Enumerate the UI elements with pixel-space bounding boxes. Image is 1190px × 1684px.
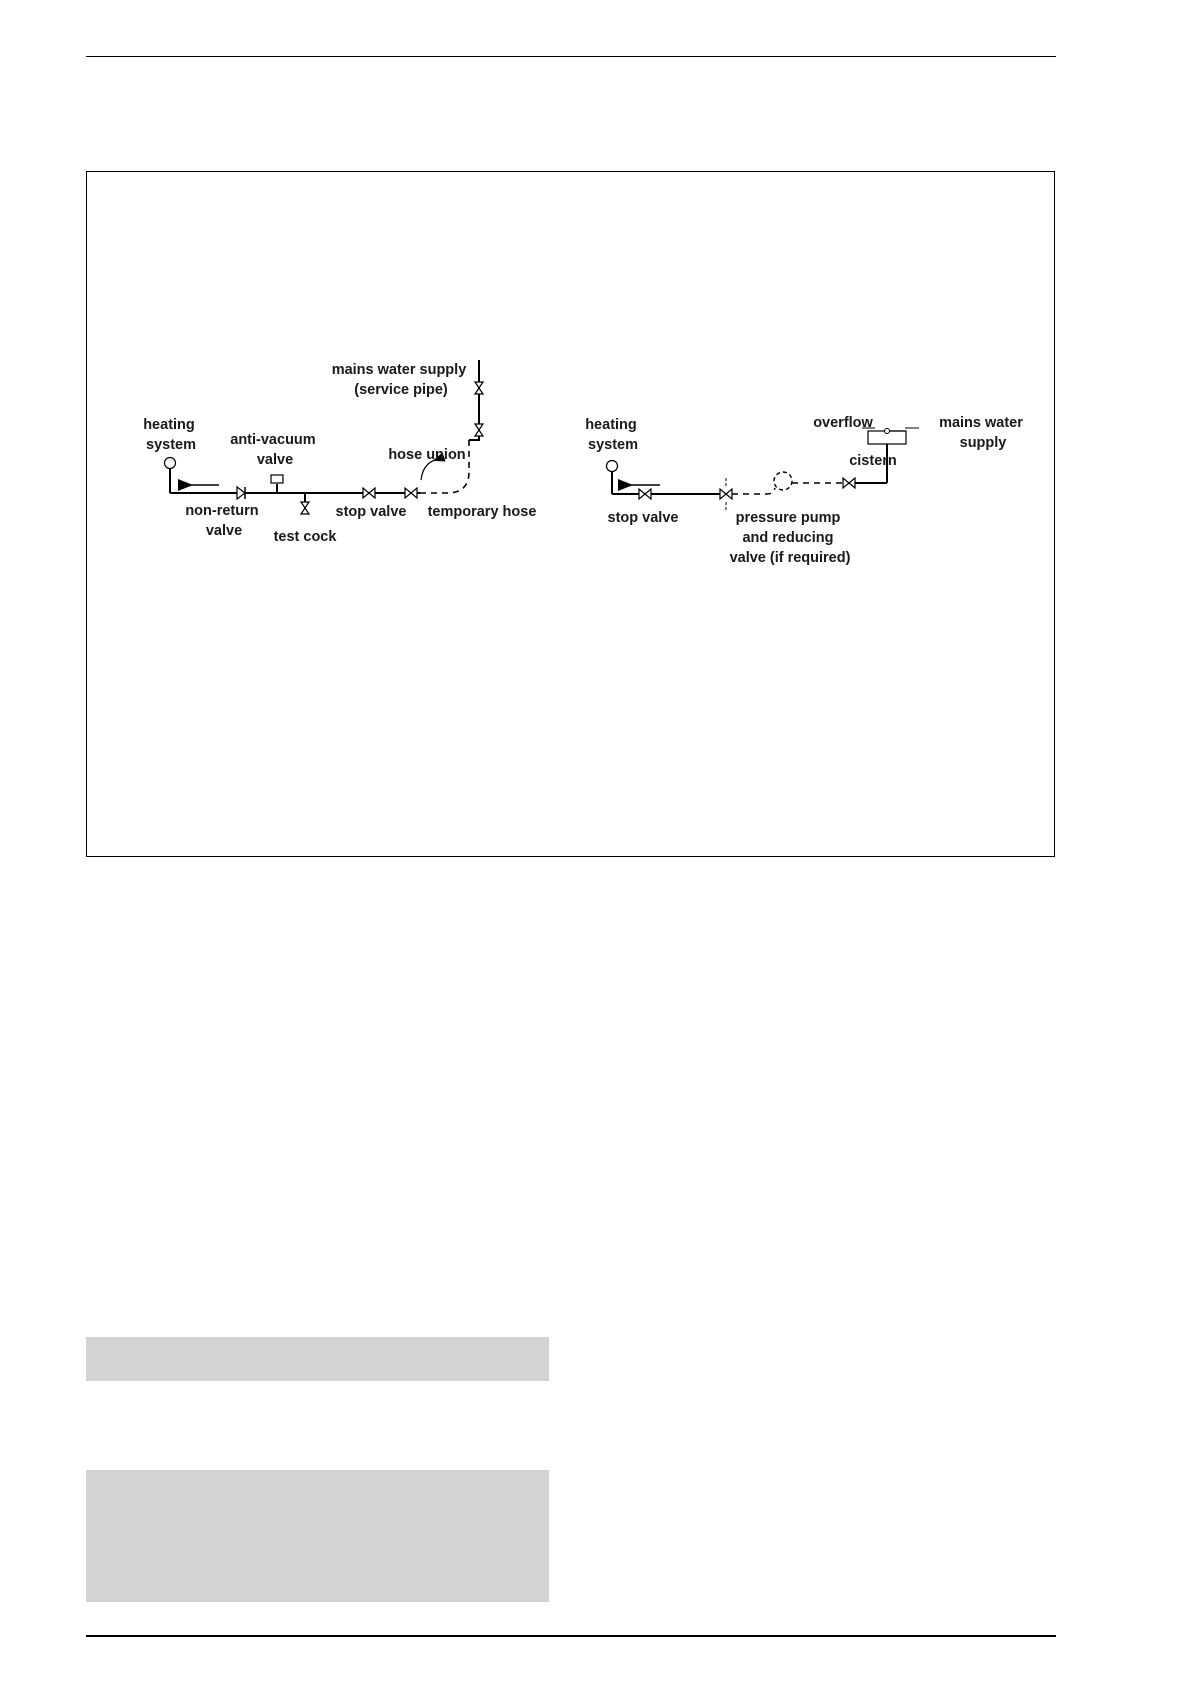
left-schematic [143,360,536,545]
connection-valve-symbol [720,478,732,510]
label-heating-system: heating system [143,417,196,453]
test-cock-symbol [301,493,309,514]
stop-valve-symbol [363,488,375,498]
label-hose-union: hose union [388,447,466,463]
label-non-return-valve: non-return valve [185,503,259,539]
label-mains-water-supply: mains water supply (service pipe) [331,362,467,398]
heating-system-symbol [165,458,176,469]
label-anti-vacuum-valve: anti-vacuum valve [230,432,316,468]
right-schematic [585,415,1027,566]
label-mains-water-supply-right: mains water supply [939,415,1023,451]
label-cistern: cistern [849,453,897,469]
label-test-cock: test cock [273,529,337,545]
label-pressure-pump: pressure pump and reducing valve (if required) [729,510,851,566]
shaded-box-lower [86,1470,549,1602]
shaded-box-upper [86,1337,549,1381]
footer-rule [86,1635,1056,1637]
label-stop-valve: stop valve [335,504,407,520]
figure-frame [86,171,1055,857]
label-overflow: overflow [813,415,873,431]
label-heating-system-right: heating system [585,417,638,453]
stop-valve-symbol-right [639,489,651,499]
cistern-valve-symbol [843,478,855,488]
non-return-valve-symbol [237,487,245,499]
pressure-pump-symbol [774,472,792,490]
anti-vacuum-valve-symbol [271,475,283,493]
label-temporary-hose: temporary hose [427,504,537,520]
heating-system-symbol-right [607,461,618,472]
filling-methods-diagram [87,172,1056,858]
header-rule [86,56,1056,57]
label-stop-valve-right: stop valve [607,510,679,526]
hose-union-symbol [405,488,417,498]
service-pipe-valve-upper [475,382,483,394]
service-pipe-valve-lower [475,424,483,436]
